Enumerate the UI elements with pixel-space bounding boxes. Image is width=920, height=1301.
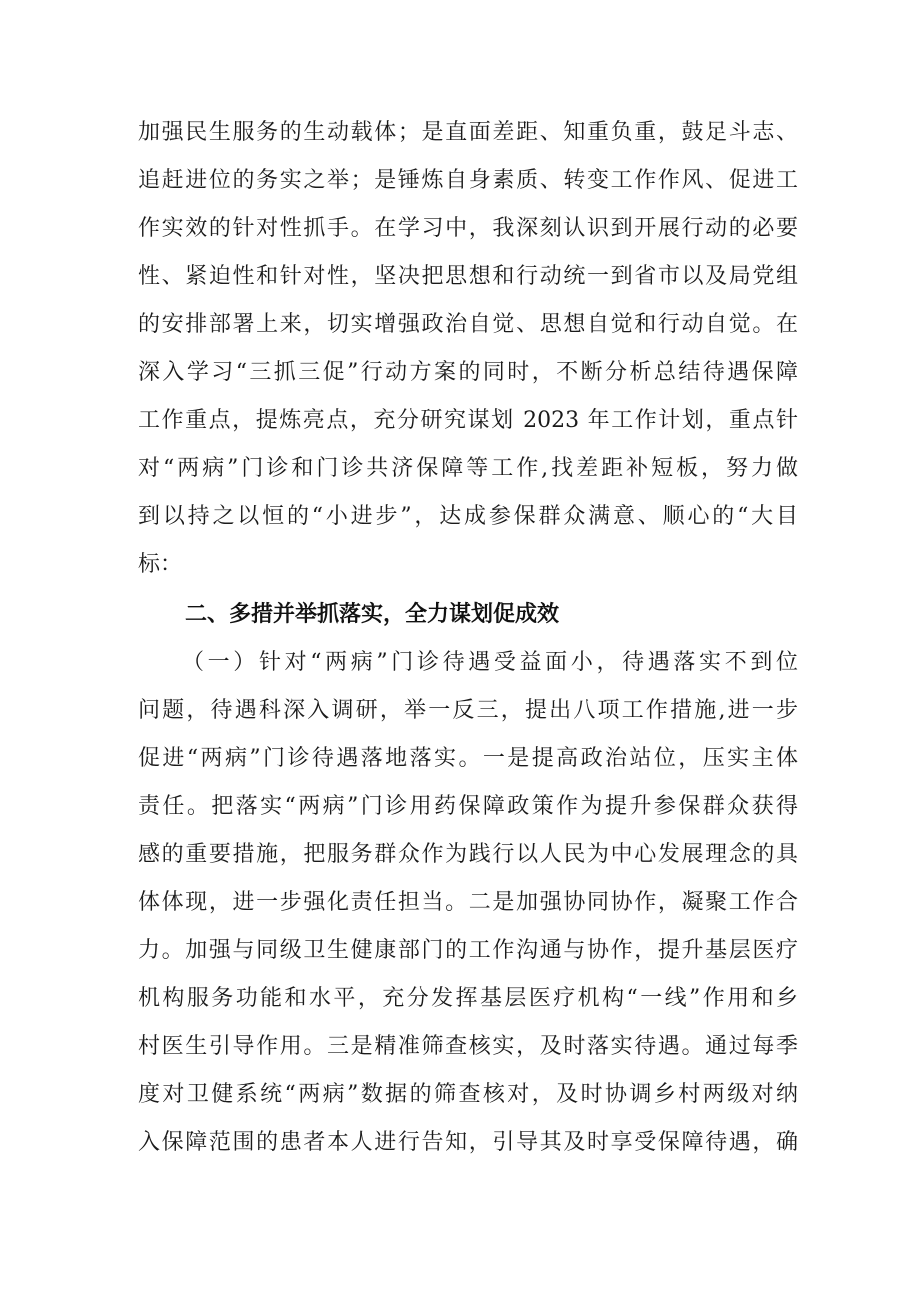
paragraph-2-line: 责任。把落实“两病”门诊用药保障政策作为提升参保群众获得: [138, 794, 798, 819]
paragraph-1-line: 工作重点，提炼亮点，充分研究谋划 2023 年工作计划，重点针: [138, 408, 798, 433]
paragraph-2-line: 问题，待遇科深入调研，举一反三，提出八项工作措施,进一步: [138, 698, 798, 723]
paragraph-2-line: 力。加强与同级卫生健康部门的工作沟通与协作，提升基层医疗: [138, 938, 798, 963]
paragraph-1-line: 到以持之以恒的“小进步”，达成参保群众满意、顺心的“大目: [138, 504, 798, 529]
paragraph-1-line: 性、紧迫性和针对性，坚决把思想和行动统一到省市以及局党组: [138, 264, 798, 289]
paragraph-1-line: 加强民生服务的生动载体；是直面差距、知重负重，鼓足斗志、: [138, 120, 798, 145]
section-heading: 二、多措并举抓落实，全力谋划促成效: [185, 602, 560, 627]
paragraph-1-line: 标：: [138, 552, 183, 577]
paragraph-2-line: 体体现，进一步强化责任担当。二是加强协同协作，凝聚工作合: [138, 890, 798, 915]
paragraph-2-line: 促进“两病”门诊待遇落地落实。一是提高政治站位，压实主体: [138, 746, 798, 771]
paragraph-2-line: 入保障范围的患者本人进行告知，引导其及时享受保障待遇，确: [138, 1130, 798, 1155]
paragraph-1-line: 作实效的针对性抓手。在学习中，我深刻认识到开展行动的必要: [138, 216, 798, 241]
paragraph-1-line: 的安排部署上来，切实增强政治自觉、思想自觉和行动自觉。在: [138, 312, 798, 337]
paragraph-1-line: 追赶进位的务实之举；是锤炼自身素质、转变工作作风、促进工: [138, 168, 798, 193]
paragraph-2-line: 村医生引导作用。三是精准筛查核实，及时落实待遇。通过每季: [138, 1034, 798, 1059]
paragraph-1-line: 深入学习“三抓三促”行动方案的同时，不断分析总结待遇保障: [138, 360, 798, 385]
paragraph-2-line: 度对卫健系统“两病”数据的筛查核对，及时协调乡村两级对纳: [138, 1082, 798, 1107]
paragraph-1-line: 对“两病”门诊和门诊共济保障等工作,找差距补短板，努力做: [138, 456, 798, 481]
paragraph-2-line: 感的重要措施，把服务群众作为践行以人民为中心发展理念的具: [138, 842, 798, 867]
paragraph-2-line: 机构服务功能和水平，充分发挥基层医疗机构“一线”作用和乡: [138, 986, 798, 1011]
paragraph-2-line: （一）针对“两病”门诊待遇受益面小，待遇落实不到位: [182, 650, 798, 675]
